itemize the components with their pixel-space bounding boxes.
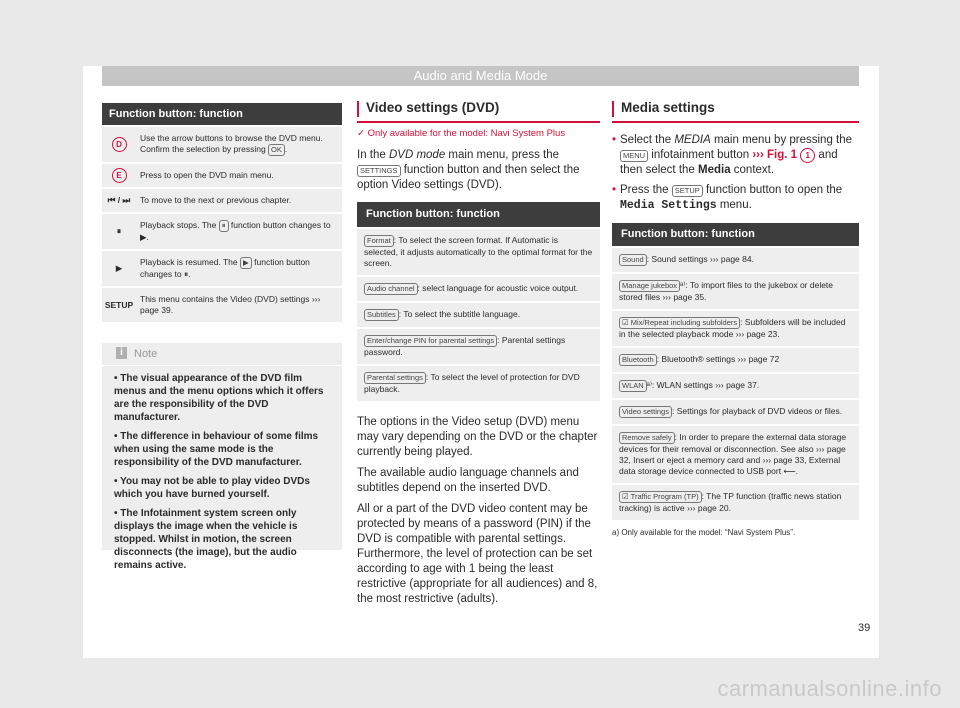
setup-button: SETUP [672,185,703,197]
paragraph: The options in the Video setup (DVD) menu may vary depending on the DVD or the chapter currently being played. [357,416,598,458]
function-description: : Parental settings password. [364,335,566,357]
function-button: Remove safely [619,432,675,444]
function-description: To move to the next or previous chapter. [140,195,292,205]
table-row [612,483,859,520]
function-description: This menu contains the Video (DVD) settings ››› page 39. [140,294,321,315]
inline-button: OK [268,144,285,156]
note-item: • The difference in behaviour of some films when using the same mode is the responsibility of the DVD manufacturer. [114,430,334,469]
table-row [612,346,859,372]
function-button: Subtitles [364,309,399,321]
bullet-item: • Press the SETUP function button to open the Media Settings menu. [612,183,859,213]
note-item: • The Infotainment system screen only displays the image when the vehicle is stopped. Whilst in motion, the screen disconnects (the image), but the audio remains active. [114,507,334,572]
table-header: Function button: function [357,202,600,227]
section-title: Video settings (DVD) [357,98,600,123]
page-number: 39 [858,622,871,634]
function-button: Bluetooth [619,354,657,366]
note-list [102,372,342,572]
page-header: Audio and Media Mode [102,66,859,86]
function-description: : Subfolders will be included in the selected playback mode ››› page 23. [619,317,846,339]
function-button: Video settings [619,406,672,418]
figure-link[interactable]: ››› Fig. 1 [752,149,798,161]
function-button: ☑ Traffic Program (TP) [619,491,702,503]
function-key [102,164,136,187]
table-row [357,364,600,401]
table-row [357,327,600,364]
function-description: : In order to prepare the external data storage devices for their removal or disconnection. See also ››› page 32, Insert or eject a memory card and ››› page 33, External data storage device connected to USB port ⟵. [619,432,847,476]
function-description: : To select the level of protection for DVD playback. [364,372,580,394]
callout-letter: D [112,137,127,152]
function-button: Manage jukebox [619,280,680,292]
table-row [612,424,859,483]
watermark: carmanualsonline.info [717,676,942,701]
callout-letter: E [112,168,127,183]
table-row [102,212,342,249]
callout-number: 1 [800,148,815,163]
settings-button: SETTINGS [357,165,401,177]
table-row [612,272,859,309]
table-row [612,246,859,272]
function-description: : select language for acoustic voice output. [417,283,579,293]
table-row [102,125,342,162]
function-description: : To select the screen format. If Automatic is selected, it adjusts automatically to the optimal format for the screen. [364,235,593,268]
function-description: Playback stops. The ⏸ function button changes to ▶. [140,220,331,242]
media-settings-section [612,98,859,537]
note-item: • The visual appearance of the DVD film menus and the menu options which it offers are the responsibility of the DVD manufacturer. [114,372,334,424]
table-row [102,249,342,286]
paragraph: The available audio language channels and subtitles depend on the inserted DVD. [357,467,579,494]
function-table-media [612,223,859,520]
function-key: ⏸ [116,226,122,236]
function-description: : To select the subtitle language. [398,309,521,319]
function-description: : Settings for playback of DVD videos or files. [671,406,843,416]
function-button: Parental settings [364,372,426,384]
function-description: ᵃ⁾: To import files to the jukebox or delete stored files ››› page 35. [619,280,834,302]
function-button: Sound [619,254,647,266]
function-key: SETUP [104,299,134,310]
table-header: Function button: function [612,223,859,246]
menu-button: MENU [620,150,648,162]
section-title: Media settings [612,98,859,123]
function-button: Enter/change PIN for parental settings [364,335,497,347]
function-key: ▶ [115,263,123,273]
table-row [357,301,600,327]
video-settings-section [357,98,600,607]
table-row [612,309,859,346]
bullet-item: • Select the MEDIA main menu by pressing the MENU infotainment button ››› Fig. 1 1 and then select the Media context. [612,133,859,178]
function-key: ⏮ / ⏭ [107,195,131,205]
function-table-dvd [102,103,342,322]
info-icon: i [116,347,127,359]
function-button: WLAN [619,380,647,392]
table-row [102,187,342,212]
function-description: : The TP function (traffic news station tracking) is active ››› page 20. [619,491,842,513]
availability-note: ✓ Only available for the model: Navi System Plus [357,128,566,139]
function-key [102,127,136,162]
note-box [102,343,342,571]
table-row [102,162,342,187]
function-table-video [357,202,600,401]
function-description: Playback is resumed. The ▶ function button changes to ⏸. [140,257,310,279]
function-description: : Bluetooth® settings ››› page 72 [656,354,780,364]
note-item: • You may not be able to play video DVDs which you have burned yourself. [114,475,334,501]
table-row [357,275,600,301]
function-description: : Sound settings ››› page 84. [646,254,754,264]
function-button: ☑ Mix/Repeat including subfolders [619,317,740,329]
inline-button: ▶ [240,257,252,269]
table-row [612,372,859,398]
function-button: Format [364,235,394,247]
note-title: Note [134,348,158,360]
paragraph: All or a part of the DVD video content may be protected by means of a password (PIN) if the DVD is compatible with parental settings. Furthermore, the level of protection can be set according to age with 1 being the least restrictive (appropriate for all audiences) and 8, the most restrictive (adults). [357,503,598,605]
function-description: Press to open the DVD main menu. [140,170,274,180]
inline-button: ⏸ [219,220,229,232]
function-description: Use the arrow buttons to browse the DVD menu. Confirm the selection by pressing OK . [140,133,323,154]
function-description: ᵃ⁾: WLAN settings ››› page 37. [646,380,760,390]
footnote: a) Only available for the model: “Navi System Plus”. [612,528,796,537]
table-row [612,398,859,424]
intro-paragraph: In the DVD mode main menu, press the SETTINGS function button and then select the option Video settings (DVD). [357,149,580,191]
function-button: Audio channel [364,283,418,295]
table-header: Function button: function [102,103,342,125]
table-row [357,227,600,275]
table-row [102,286,342,322]
